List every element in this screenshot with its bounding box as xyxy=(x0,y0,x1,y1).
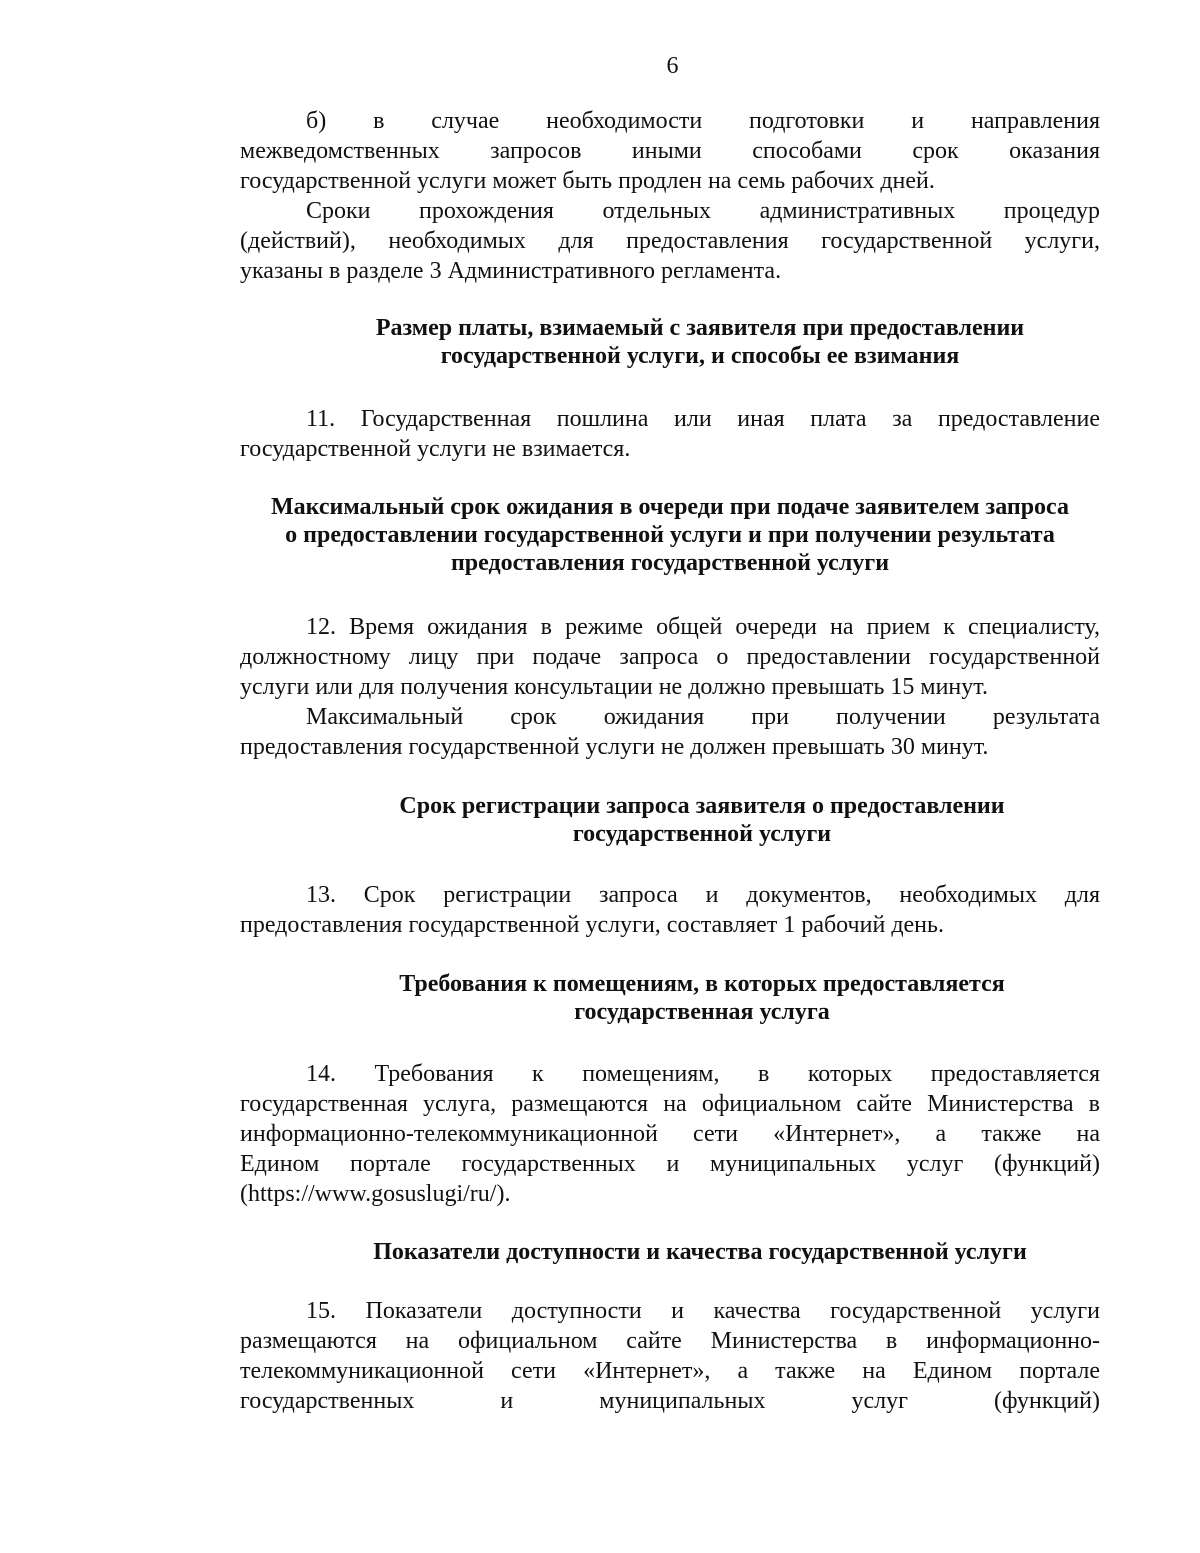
text-line: (https://www.gosuslugi/ru/). xyxy=(240,1181,511,1207)
section-heading-premises xyxy=(272,970,1132,1026)
heading-line: Максимальный срок ожидания в очереди при подаче заявителем запроса xyxy=(270,494,1069,520)
paragraph-11 xyxy=(240,404,1100,464)
section-heading-queue xyxy=(240,493,1100,577)
text-line: 15. Показатели доступности и качества государственной услуги xyxy=(306,1298,1100,1324)
text-line: указаны в разделе 3 Административного регламента. xyxy=(240,258,782,284)
heading-line: Срок регистрации запроса заявителя о предоставлении xyxy=(399,793,1005,819)
text-line: услуги или для получения консультации не должно превышать 15 минут. xyxy=(240,674,988,700)
page-number: 6 xyxy=(666,53,679,79)
paragraph-14 xyxy=(240,1059,1100,1209)
text-line: б) в случае необходимости подготовки и направления xyxy=(306,108,1100,134)
text-line: размещаются на официальном сайте Министерства в информационно- xyxy=(240,1328,1100,1354)
text-line: Сроки прохождения отдельных административных процедур xyxy=(306,198,1100,224)
section-heading-fee xyxy=(270,314,1130,370)
text-line: межведомственных запросов иными способами срок оказания xyxy=(240,138,1100,164)
text-line: 11. Государственная пошлина или иная плата за предоставление xyxy=(306,406,1100,432)
text-line: 14. Требования к помещениям, в которых предоставляется xyxy=(306,1061,1100,1087)
paragraph-12 xyxy=(240,612,1100,702)
paragraph-deadlines xyxy=(240,196,1100,286)
text-line: государственной услуги может быть продлен на семь рабочих дней. xyxy=(240,168,935,194)
heading-line: Требования к помещениям, в которых предоставляется xyxy=(399,971,1005,997)
text-line: Едином портале государственных и муниципальных услуг (функций) xyxy=(240,1151,1100,1177)
paragraph-15 xyxy=(240,1296,1100,1416)
text-line: 13. Срок регистрации запроса и документов, необходимых для xyxy=(306,882,1100,908)
text-line: государственных и муниципальных услуг (функций) xyxy=(240,1388,1100,1414)
text-line: (действий), необходимых для предоставления государственной услуги, xyxy=(240,228,1100,254)
paragraph-13 xyxy=(240,880,1100,940)
text-line: государственной услуги не взимается. xyxy=(240,436,631,462)
heading-line: Показатели доступности и качества государственной услуги xyxy=(373,1239,1027,1265)
heading-line: государственная услуга xyxy=(574,999,830,1025)
section-heading-indicators xyxy=(270,1238,1130,1266)
text-line: информационно-телекоммуникационной сети «Интернет», а также на xyxy=(240,1121,1100,1147)
paragraph-max-wait xyxy=(240,702,1100,762)
text-line: государственная услуга, размещаются на официальном сайте Министерства в xyxy=(240,1091,1100,1117)
text-line: предоставления государственной услуги, составляет 1 рабочий день. xyxy=(240,912,944,938)
heading-line: Размер платы, взимаемый с заявителя при предоставлении xyxy=(375,315,1025,341)
heading-line: государственной услуги, и способы ее взимания xyxy=(440,343,960,369)
text-line: Максимальный срок ожидания при получении результата xyxy=(306,704,1100,730)
paragraph-b xyxy=(240,106,1100,196)
heading-line: государственной услуги xyxy=(572,821,832,847)
heading-line: о предоставлении государственной услуги и при получении результата xyxy=(285,522,1055,548)
heading-line: предоставления государственной услуги xyxy=(450,550,890,576)
section-heading-registration xyxy=(272,792,1132,848)
text-line: телекоммуникационной сети «Интернет», а также на Едином портале xyxy=(240,1358,1100,1384)
text-line: предоставления государственной услуги не должен превышать 30 минут. xyxy=(240,734,989,760)
text-line: должностному лицу при подаче запроса о предоставлении государственной xyxy=(240,644,1100,670)
text-line: 12. Время ожидания в режиме общей очереди на прием к специалисту, xyxy=(306,614,1100,640)
